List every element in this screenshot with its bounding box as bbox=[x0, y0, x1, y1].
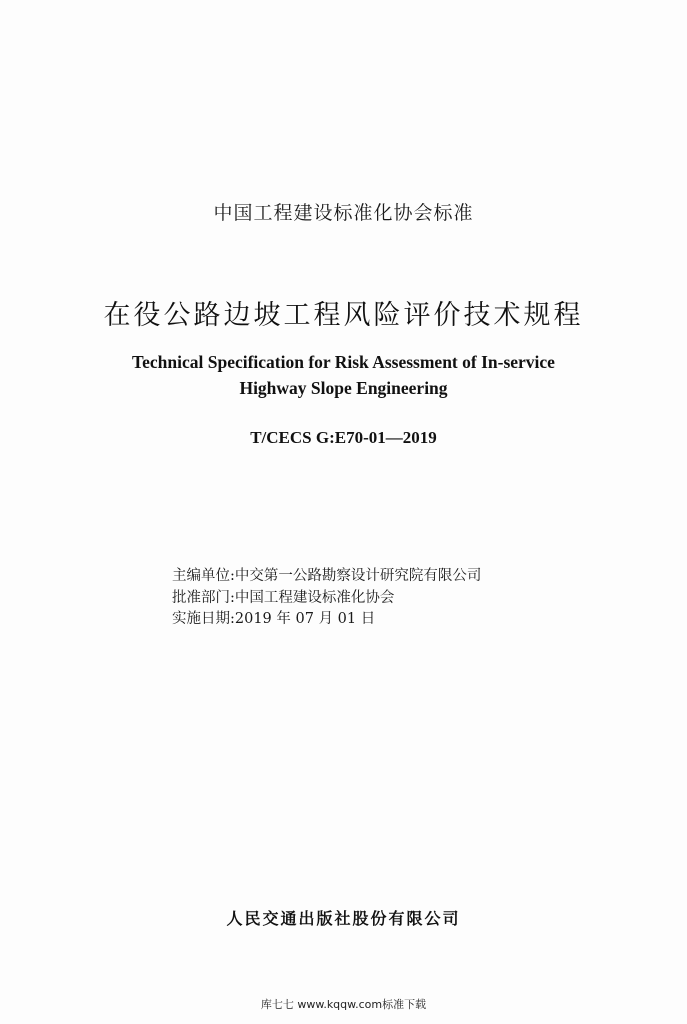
organization-header: 中国工程建设标准化协会标准 bbox=[213, 202, 474, 224]
editor-unit: 主编单位:中交第一公路勘察设计研究院有限公司 bbox=[172, 568, 482, 584]
effective-date: 实施日期:2019 年 07 月 01 日 bbox=[172, 611, 376, 627]
chinese-title: 在役公路边坡工程风险评价技术规程 bbox=[103, 300, 584, 331]
english-title-line-2: Highway Slope Engineering bbox=[239, 378, 448, 398]
metadata-block bbox=[172, 566, 481, 631]
standard-code: T/CECS G:E70-01—2019 bbox=[250, 428, 437, 447]
english-title-line-1: Technical Specification for Risk Assessment of In-service bbox=[132, 352, 555, 372]
publisher-name: 人民交通出版社股份有限公司 bbox=[226, 909, 461, 928]
footer-watermark-text: 库七七 www.kqqw.com标准下载 bbox=[260, 998, 427, 1011]
approving-department: 批准部门:中国工程建设标准化协会 bbox=[172, 589, 395, 606]
